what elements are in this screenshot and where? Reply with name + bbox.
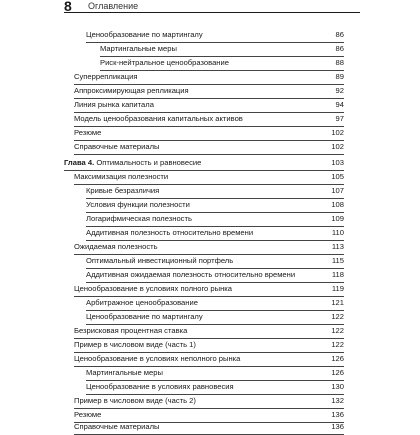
toc-entry-page: 130 (331, 382, 344, 391)
toc-entry[interactable] (74, 352, 344, 367)
toc-entry-page: 102 (331, 142, 344, 151)
toc-entry[interactable] (74, 420, 344, 435)
toc-entry[interactable] (74, 324, 344, 339)
toc-entry-page: 108 (331, 200, 344, 209)
toc-entry-title: Арбитражное ценообразование (86, 298, 198, 307)
toc-entry-title: Безрисковая процентная ставка (74, 326, 188, 335)
toc-entry-page: 110 (331, 228, 344, 237)
toc-entry[interactable] (86, 28, 344, 43)
toc-entry-page: 118 (331, 270, 344, 279)
chapter-label: Глава 4. (64, 158, 95, 167)
toc-entry[interactable] (74, 140, 344, 155)
toc-entry-title: Справочные материалы (74, 142, 160, 151)
toc-entry-title: Ценообразование в условиях равновесия (86, 382, 234, 391)
toc-entry-page: 92 (335, 86, 344, 95)
toc-entry-title: Ценообразование в условиях неполного рынка (74, 354, 241, 363)
toc-entry-title: Кривые безразличия (86, 186, 160, 195)
toc-entry-title: Максимизация полезности (74, 172, 169, 181)
toc-entry[interactable] (86, 184, 344, 199)
toc-entry-title: Ценообразование по мартингалу (86, 312, 203, 321)
toc-entry-title: Суперрепликация (74, 72, 138, 81)
toc-entry-page: 86 (335, 44, 344, 53)
header-rule (64, 12, 360, 13)
toc-entry[interactable] (74, 394, 344, 409)
toc-entry[interactable] (74, 338, 344, 353)
toc-entry-page: 97 (335, 114, 344, 123)
toc-entry-page: 126 (331, 368, 344, 377)
toc-entry-page: 103 (331, 158, 344, 167)
toc-entry-page: 105 (331, 172, 344, 181)
toc-entry-page: 115 (331, 256, 344, 265)
toc-entry-title: Ценообразование по мартингалу (86, 30, 203, 39)
toc-entry[interactable] (86, 268, 344, 283)
toc-entry-title: Ожидаемая полезность (74, 242, 158, 251)
toc-entry[interactable] (86, 254, 344, 269)
toc-entry-title: Справочные материалы (74, 422, 160, 431)
toc-entry[interactable] (74, 84, 344, 99)
toc-entry[interactable] (74, 240, 344, 255)
toc-entry-page: 94 (335, 100, 344, 109)
toc-entry-title: Мартингальные меры (86, 368, 163, 377)
toc-entry-page: 122 (331, 312, 344, 321)
toc-entry[interactable] (100, 56, 344, 71)
toc-entry-page: 89 (335, 72, 344, 81)
toc-entry[interactable] (74, 282, 344, 297)
toc-entry-page: 88 (335, 58, 344, 67)
toc-entry[interactable] (74, 112, 344, 127)
running-title: Оглавление (88, 1, 139, 11)
toc-entry-page: 136 (331, 422, 344, 431)
toc-entry-page: 126 (331, 354, 344, 363)
toc-entry-title: Аддитивная ожидаемая полезность относительно времени (86, 270, 296, 279)
toc-entry-title: Аппроксимирующая репликация (74, 86, 189, 95)
toc-entry-title: Пример в числовом виде (часть 2) (74, 396, 196, 405)
page-header (0, 0, 420, 14)
toc-entry-page: 136 (331, 410, 344, 419)
chapter-title: Оптимальность и равновесие (94, 158, 202, 167)
toc-entry-title: Условия функции полезности (86, 200, 190, 209)
toc-entry-title: Мартингальные меры (100, 44, 177, 53)
toc-entry-title: Оптимальный инвестиционный портфель (86, 256, 234, 265)
toc-entry[interactable] (74, 98, 344, 113)
toc-entry-page: 132 (331, 396, 344, 405)
toc-entry-page: 107 (331, 186, 344, 195)
toc-entry[interactable] (100, 42, 344, 57)
toc-entry[interactable] (86, 198, 344, 213)
toc-entry-page: 119 (331, 284, 344, 293)
toc-entry-page: 122 (331, 326, 344, 335)
toc-entry-title: Резюме (74, 410, 102, 419)
toc-entry-page: 121 (331, 298, 344, 307)
toc-chapter-entry[interactable] (64, 156, 344, 171)
toc-entry-title: Линия рынка капитала (74, 100, 154, 109)
toc-entry-page: 102 (331, 128, 344, 137)
toc-entry[interactable] (86, 226, 344, 241)
toc-entry-title: Логарифмическая полезность (86, 214, 192, 223)
toc-entry[interactable] (86, 380, 344, 395)
toc-entry-title: Модель ценообразования капитальных активов (74, 114, 243, 123)
toc-entry-page: 109 (331, 214, 344, 223)
toc-entry[interactable] (86, 296, 344, 311)
toc-entry[interactable] (74, 70, 344, 85)
toc-entry[interactable] (74, 126, 344, 141)
toc-entry-page: 122 (331, 340, 344, 349)
toc-entry-page: 86 (335, 30, 344, 39)
page-number: 8 (64, 0, 72, 14)
toc-entry-title: Риск-нейтральное ценообразование (100, 58, 229, 67)
toc-entry[interactable] (74, 170, 344, 185)
toc-entry-title (64, 156, 327, 170)
toc-entry[interactable] (86, 310, 344, 325)
toc-entry[interactable] (86, 366, 344, 381)
toc-entry-title: Аддитивная полезность относительно времени (86, 228, 254, 237)
toc-entry-title: Резюме (74, 128, 102, 137)
toc-entry-title: Пример в числовом виде (часть 1) (74, 340, 196, 349)
toc-entry[interactable] (86, 212, 344, 227)
toc-entry-page: 113 (331, 242, 344, 251)
toc-entry-title: Ценообразование в условиях полного рынка (74, 284, 232, 293)
